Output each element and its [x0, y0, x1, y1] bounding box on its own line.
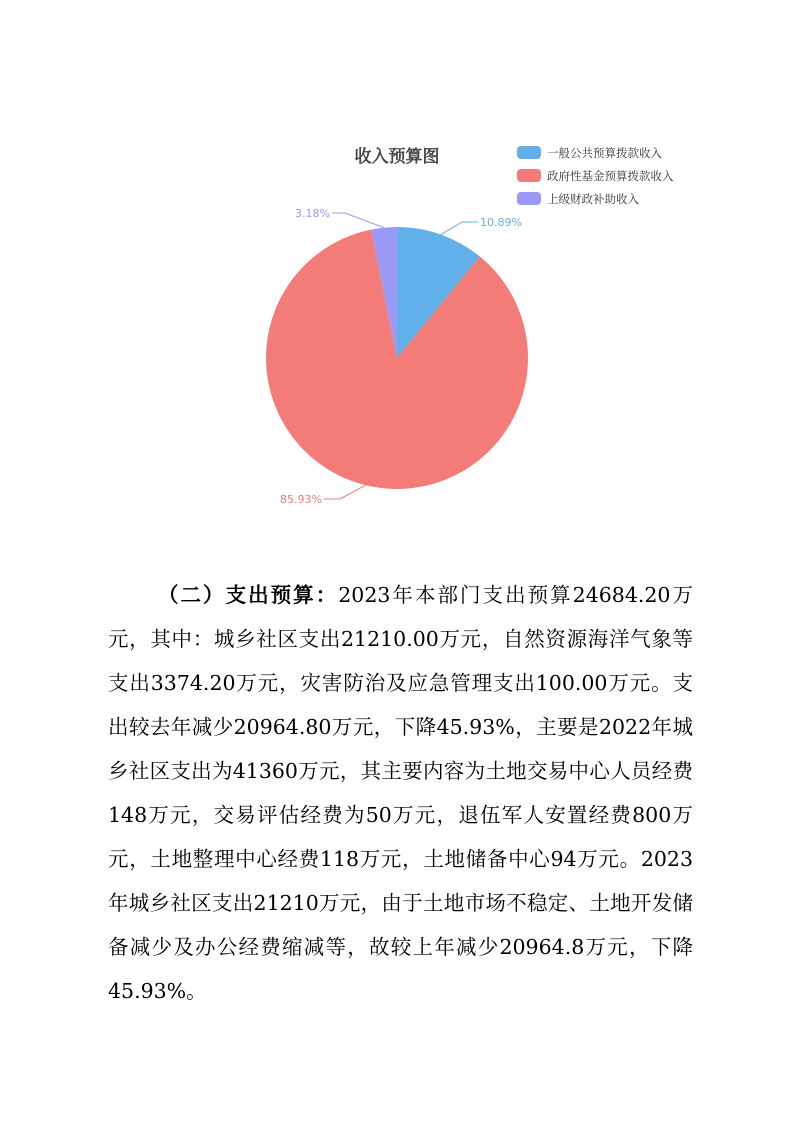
pie-chart-svg [0, 0, 793, 540]
leader-line-superior-subsidy [332, 213, 384, 228]
legend-swatch-superior-subsidy [517, 192, 541, 205]
expenditure-paragraph [108, 573, 693, 1013]
leader-line-general-public-budget [441, 222, 478, 235]
leader-line-government-fund-budget [324, 485, 366, 499]
chart-title: 收入预算图 [354, 147, 440, 167]
legend-label-government-fund-budget: 政府性基金预算拨款收入 [547, 169, 674, 183]
section-heading: （二）支出预算： [158, 583, 339, 607]
paragraph-text: 2023年本部门支出预算24684.20万元，其中：城乡社区支出21210.00万元，自然资源海洋气象等支出3374.20万元，灾害防治及应急管理支出100.00万元。支出较去年减少20964.80万元，下降45.93%，主要是2022年城乡社区支出为41360万元，其主要内容为土地交易中心人员经费148万元，交易评估经费为50万元，退伍军人安置经费800万元，土地整理中心经费118万元，土地储备中心94万元。2023年城乡社区支出21210万元，由于土地市场不稳定、土地开发储备减少及办公经费缩减等，故较上年减少20964.8万元，下降45.93%。 [108, 583, 693, 1003]
expenditure-budget-section [108, 573, 693, 1013]
data-label-government-fund-budget: 85.93% [280, 493, 322, 506]
legend-label-general-public-budget: 一般公共预算拨款收入 [547, 146, 662, 160]
data-label-general-public-budget: 10.89% [480, 216, 522, 229]
legend-swatch-general-public-budget [517, 146, 541, 159]
legend-label-superior-subsidy: 上级财政补助收入 [547, 192, 639, 206]
legend-swatch-government-fund-budget [517, 169, 541, 182]
income-budget-chart [0, 0, 793, 540]
data-label-superior-subsidy: 3.18% [295, 207, 330, 220]
